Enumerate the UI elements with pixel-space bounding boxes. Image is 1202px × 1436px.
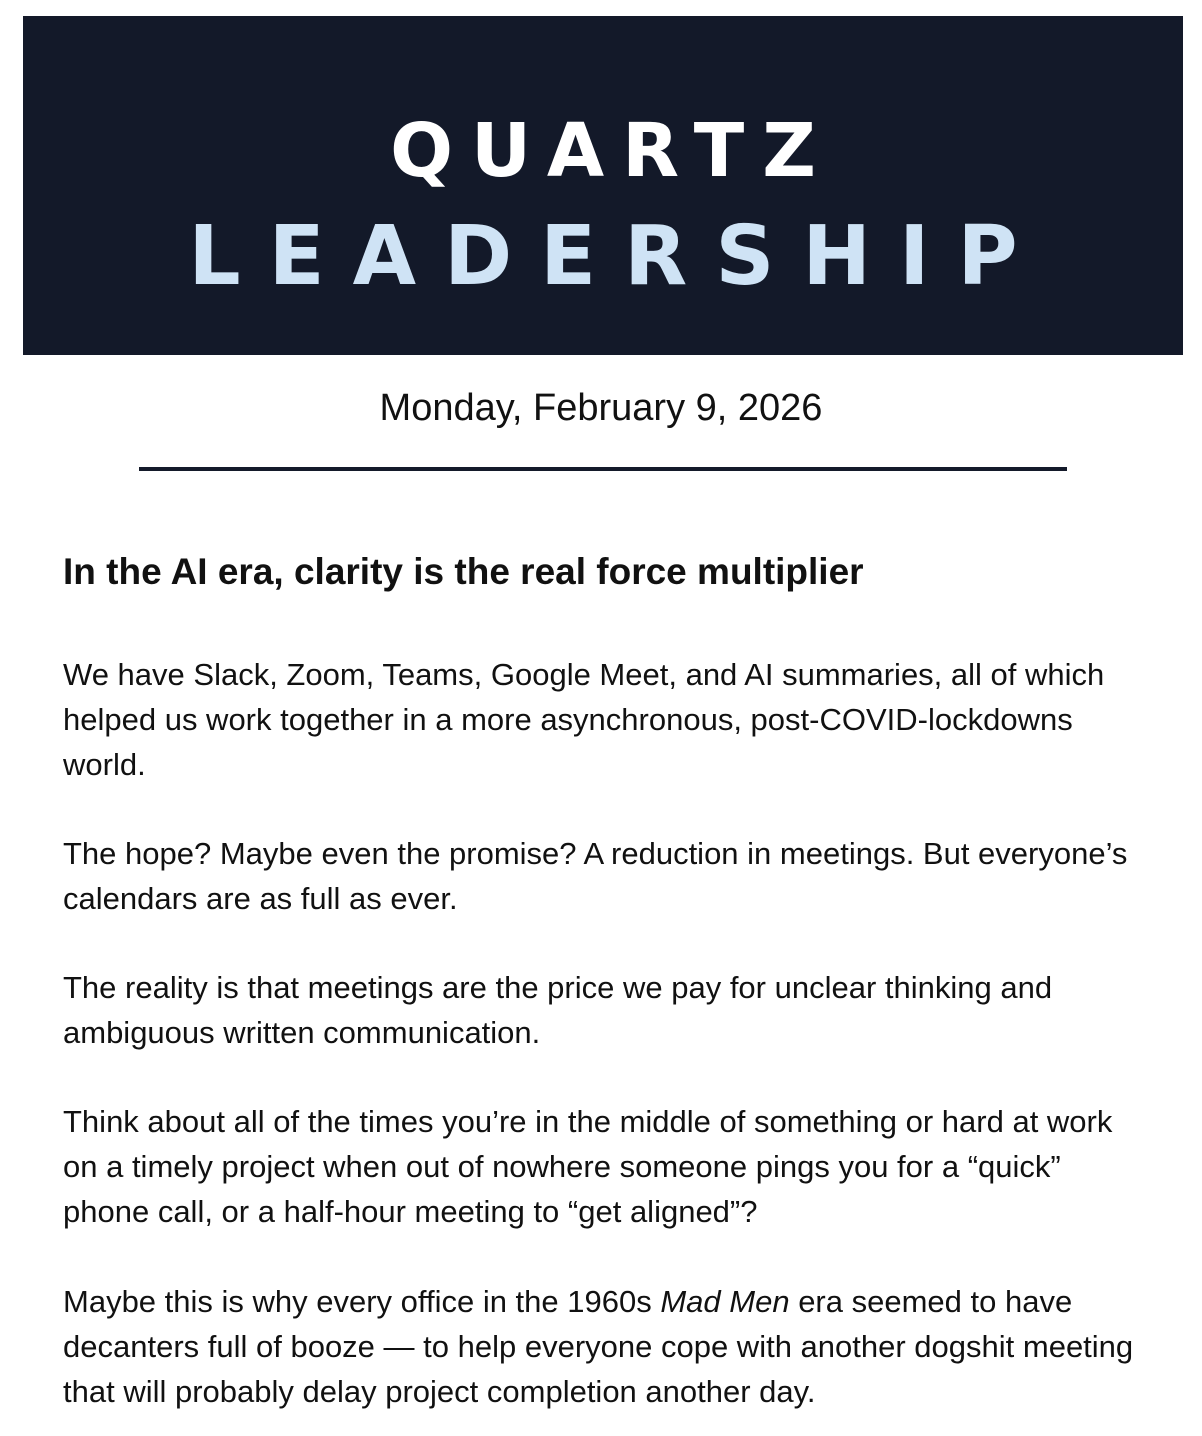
article-paragraph-1: We have Slack, Zoom, Teams, Google Meet, and AI summaries, all of which helped us work together in a more asynchronous, post-COVID-lockdowns world. bbox=[63, 657, 1105, 782]
article-paragraph-3: The reality is that meetings are the price we pay for unclear thinking and ambiguous written communication. bbox=[63, 970, 1053, 1050]
masthead-title-leadership: LEADERSHIP bbox=[188, 209, 1046, 304]
masthead-title-quartz: QUARTZ bbox=[390, 108, 834, 194]
article-paragraph-5 bbox=[63, 1279, 1153, 1414]
paragraph-5-text-after: era seemed to have decanters full of booze — to help everyone cope with another dogshit meeting that will probably delay project completion another day. bbox=[63, 1284, 1134, 1409]
divider bbox=[139, 467, 1067, 471]
masthead-banner bbox=[23, 16, 1183, 355]
paragraph-5-text-before: Maybe this is why every office in the 1960s bbox=[63, 1284, 661, 1319]
article-paragraph-4: Think about all of the times you’re in the middle of something or hard at work on a timely project when out of nowhere someone pings you for a “quick” phone call, or a half-hour meeting to “get aligned”? bbox=[63, 1104, 1113, 1229]
article-headline: In the AI era, clarity is the real force multiplier bbox=[63, 551, 864, 592]
show-title-italic: Mad Men bbox=[660, 1284, 790, 1319]
issue-date: Monday, February 9, 2026 bbox=[379, 387, 823, 429]
article-paragraph-2: The hope? Maybe even the promise? A reduction in meetings. But everyone’s calendars are as full as ever. bbox=[63, 836, 1128, 916]
